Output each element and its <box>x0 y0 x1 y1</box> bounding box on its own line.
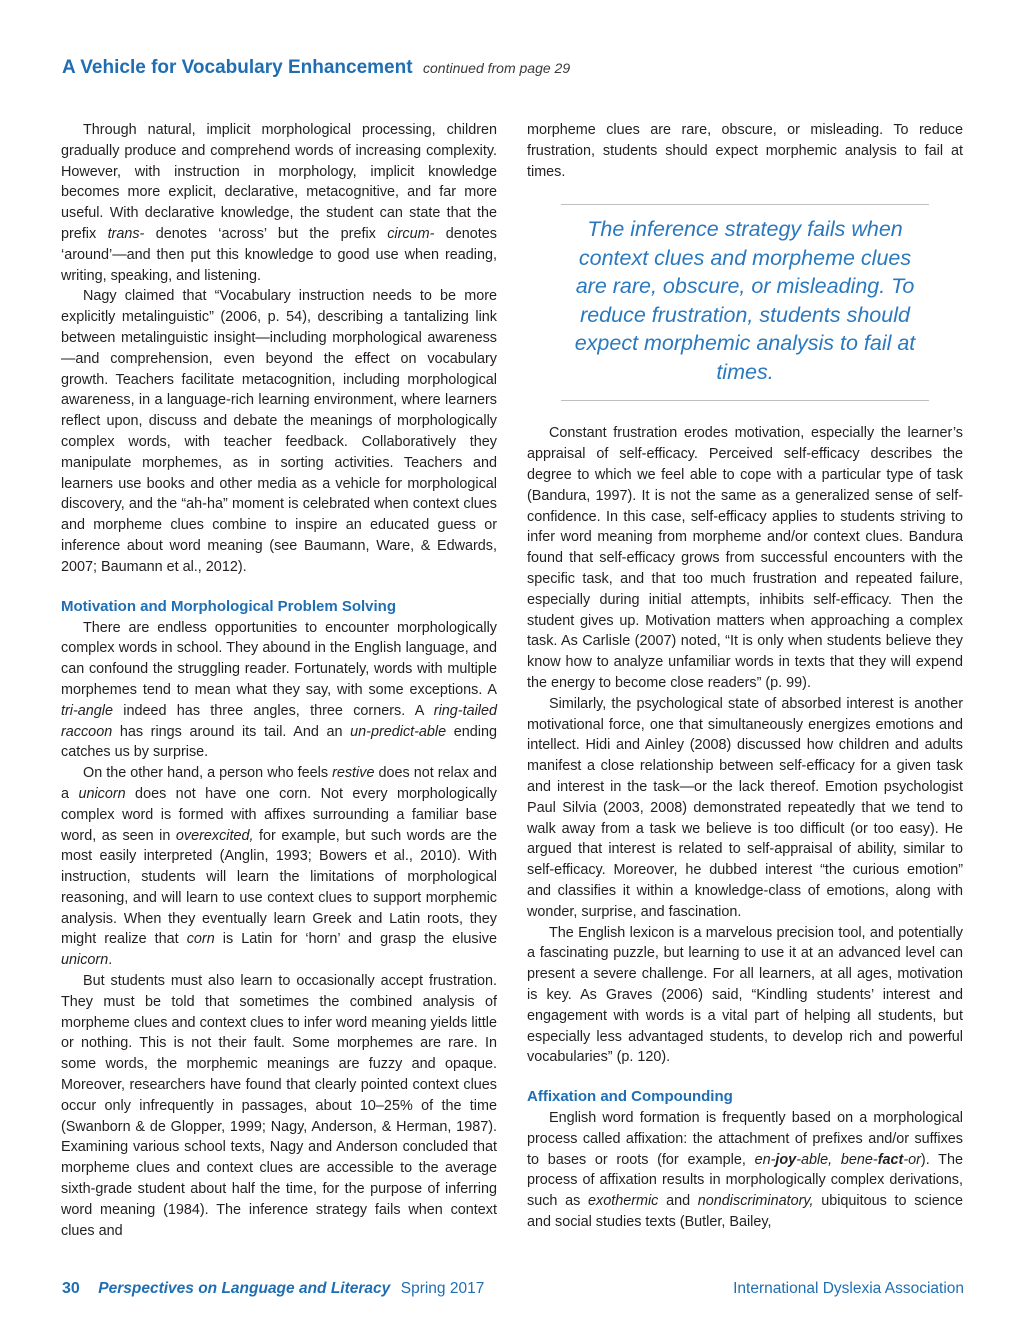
paragraph: English word formation is frequently based on a morphological process called affixation: the attachment of prefixes and/or suffixes to bases or roots (for example, en-joy-able, bene-fact-or). The process of affixation results in morphologically complex derivations, such as exothermic and nondiscriminatory, ubiquitous to science and social studies texts (Butler, Bailey, <box>527 1110 963 1231</box>
emphasis-text: exothermic <box>588 1193 659 1210</box>
emphasis-text: restive <box>332 765 375 782</box>
paragraph: But students must also learn to occasionally accept frustration. They must be told that sometimes the combined analysis of morpheme clues and context clues to infer word meaning yields little or nothing. This is not their fault. Some morphemes are rare. In some words, the morphemic meanings are fuzzy and opaque. Moreover, researchers have found that clearly pointed context clues occur only infrequently in passages, about 10–25% of the time (Swanborn & de Glopper, 1999; Nagy, Anderson, & Herman, 1987). Examining various school texts, Nagy and Anderson concluded that morpheme clues and context clues are accessible to the average sixth-grade student about half the time, for the purpose of inferring word meaning (1984). The inference strategy fails when context clues and <box>61 973 497 1239</box>
paragraph: The English lexicon is a marvelous precision tool, and potentially a fascinating puzzle, but learning to use it at an advanced level can present a severe challenge. For all learners, at all ages, motivation is key. As Graves (2006) said, “Kindling students’ interest and engagement with words is a vital part of helping all students, but especially less advantaged students, to develop rich and powerful vocabularies” (p. 120). <box>527 924 963 1066</box>
paragraph: Constant frustration erodes motivation, especially the learner’s appraisal of self-efficacy. Perceived self-efficacy describes the degree to which we feel able to cope with a particular type of task (Bandura, 1997). It is not the same as a generalized sense of self-confidence. In this case, self-efficacy applies to students striving to infer word meaning from morpheme and/or context clues. Bandura found that self-efficacy grows from successful encounters with the specific task, and that too much frustration and repeated failure, especially during initial attempts, inhibits self-efficacy. Then the student gives up. Motivation matters when approaching a complex task. As Carlisle (2007) noted, “It is only when students believe they know how to analyze unfamiliar words in texts that they will expend the energy to become close readers” (p. 99). <box>527 425 963 691</box>
page-footer <box>62 1280 964 1304</box>
emphasis-text: nondiscriminatory, <box>697 1193 814 1210</box>
emphasis-text: -able, bene- <box>796 1151 878 1168</box>
paragraph: Through natural, implicit morphological processing, children gradually produce and comprehend words of increasing complexity. However, with instruction in morphology, implicit knowledge becomes more explicit, declarative, metacognitive, and far more useful. With declarative knowledge, the student can state that the prefix trans- denotes ‘across’ but the prefix circum- denotes ‘around’—and then put this knowledge to good use when reading, writing, speaking, and listening. <box>61 122 497 284</box>
emphasis-text: en- <box>754 1151 776 1168</box>
emphasis-text: circum- <box>387 225 435 242</box>
emphasis-text: unicorn <box>61 952 109 969</box>
issue-date: Spring 2017 <box>400 1280 485 1297</box>
emphasis-text: joy <box>775 1151 797 1168</box>
emphasis-text: overexcited, <box>175 827 254 844</box>
organization-name: International Dyslexia Association <box>733 1280 964 1297</box>
section-heading: Affixation and Compounding <box>527 1088 733 1106</box>
article-title: A Vehicle for Vocabulary Enhancement <box>62 57 413 78</box>
paragraph: morpheme clues are rare, obscure, or misleading. To reduce frustration, students should expect morphemic analysis to fail at times. <box>527 122 963 180</box>
paragraph: There are endless opportunities to encounter morphologically complex words in school. They abound in the English language, and can confound the struggling reader. Fortunately, words with multiple morphemes tend to mean what they say, with some exceptions. A tri-angle indeed has three angles, three corners. A ring-tailed raccoon has rings around its tail. And an un-predict-able ending catches us by surprise. <box>61 619 497 761</box>
journal-name: Perspectives on Language and Literacy <box>98 1280 391 1297</box>
emphasis-text: tri-angle <box>61 702 113 719</box>
emphasis-text: ring-tailed raccoon <box>61 702 497 740</box>
paragraph: On the other hand, a person who feels restive does not relax and a unicorn does not have one corn. Not every morphologically complex word is formed with affixes surrounding a familiar base word, as seen in overexcited, for example, but such words are the most easily interpreted (Anglin, 1993; Bowers et al., 2010). With instruction, students will learn the limitations of morphological reasoning, and will learn to use context clues to support morphemic analysis. When they eventually learn Greek and Latin roots, they might realize that corn is Latin for ‘horn’ and grasp the elusive unicorn. <box>61 765 497 969</box>
pull-quote: The inference strategy fails when context clues and morpheme clues are rare, obscure, or misleading. To reduce frustration, students should expect morphemic analysis to fail at times. <box>561 204 929 401</box>
page-header <box>62 57 984 79</box>
emphasis-text: unicorn <box>78 785 126 802</box>
emphasis-text: -or <box>903 1151 921 1168</box>
emphasis-text: fact <box>877 1151 904 1168</box>
section-heading: Motivation and Morphological Problem Solving <box>61 597 397 615</box>
page-number: 30 <box>62 1280 80 1297</box>
emphasis-text: trans- <box>107 225 145 242</box>
emphasis-text: un-predict-able <box>350 723 447 740</box>
paragraph: Similarly, the psychological state of absorbed interest is another motivational force, one that simultaneously energizes emotions and intellect. Hidi and Ainley (2008) discussed how children and adults manifest a close relationship between self-efficacy for a given task and interest in the task—or the lack thereof. Emotion psychologist Paul Silvia (2003, 2008) demonstrated repeatedly that we tend to walk away from a task we believe is too difficult (or too easy). He argued that interest is related to self-appraisal of ability, similar to self-efficacy. Moreover, he dubbed interest “the curious emotion” and classifies it within a knowledge-class of emotions, along with wonder, surprise, and fascination. <box>527 695 963 920</box>
right-column <box>527 120 963 1233</box>
left-column <box>61 120 497 1241</box>
continued-note: continued from page 29 <box>423 60 571 76</box>
paragraph: Nagy claimed that “Vocabulary instruction needs to be more explicitly metalinguistic” (2006, p. 54), describing a tantalizing link between metalinguistic insight—including morphological awareness—and comprehension, even beyond the effect on vocabulary growth. Teachers facilitate metacognition, including morphological awareness, in a language-rich learning environment, where learners reflect upon, discuss and debate the meanings of morphologically complex words, with teacher feedback. Collaboratively they manipulate morphemes, as in sorting activities. Teachers and learners use books and other media as a vehicle for morphological discovery, and the “ah-ha” moment is celebrated when context clues and morpheme clues combine to inspire an educated guess or inference about word meaning (see Baumann, Ware, & Edwards, 2007; Baumann et al., 2012). <box>61 288 497 575</box>
emphasis-text: corn <box>186 931 215 948</box>
